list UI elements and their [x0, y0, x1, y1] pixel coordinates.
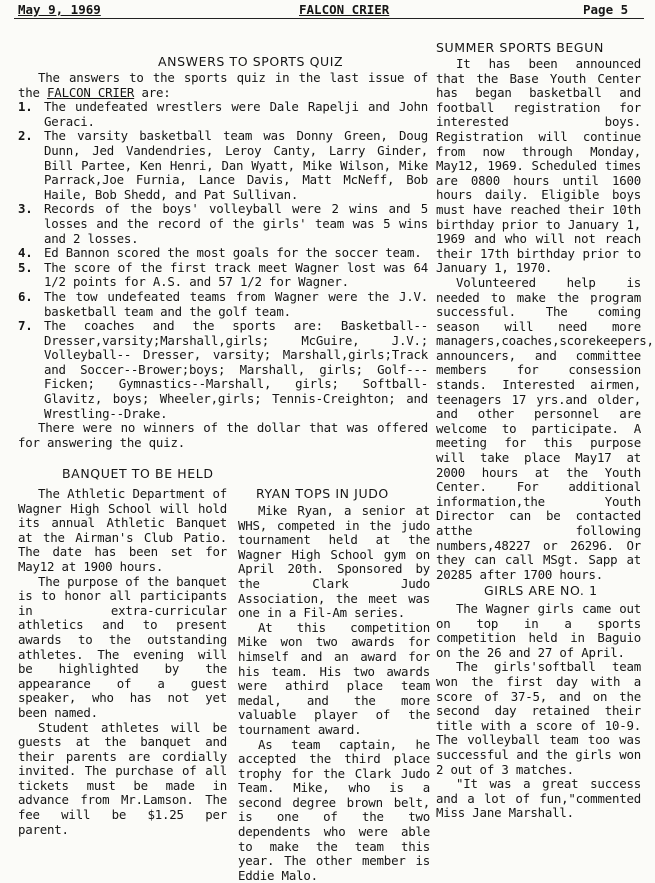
- answer-number: 1.: [18, 100, 33, 115]
- answer-text: The coaches and the sports are: Basketball--Dresser,varsity;Marshall,girls; McGuire, J.V.; Volleyball-- Dresser, varsity; Marshall,girls;Track and Soccer--Brower;boys; Marshall, girls; Golf---Ficken; Gymnastics--Marshall, girls; Softball-Glavitz, boys; Wheeler,girls; Tennis-Creighton; and Wrestling--Drake.: [44, 318, 428, 421]
- quiz-intro-paper: FALCON CRIER: [47, 85, 134, 100]
- newspaper-name: FALCON CRIER: [299, 2, 389, 17]
- quiz-answer: [18, 319, 428, 421]
- banquet-paragraph: The purpose of the banquet is to honor all participants in extra-curricular athletics and to present awards to the outstanding athletes. The evening will be highlighted by the appearance of a guest speaker, who has not yet been named.: [18, 575, 227, 721]
- quiz-title: ANSWERS TO SPORTS QUIZ: [158, 54, 343, 69]
- page-header: [0, 2, 655, 18]
- answer-text: The tow undefeated teams from Wagner were the J.V. basketball team and the golf team.: [44, 289, 428, 319]
- quiz-intro-end: are:: [141, 85, 170, 100]
- answer-text: The score of the first track meet Wagner lost was 64 1/2 points for A.S. and 57 1/2 for Wagner.: [44, 260, 428, 290]
- summer-paragraph: Volunteered help is needed to make the program successful. The coming season will need more managers,coaches,scorekeepers, announcers, and committee members for consession stands. Interested airmen, teenagers 17 yrs.and older, and other personnel are welcome to participate. A meeting for this purpose will take place May17 at 2000 hours at the Youth Center. For additional information,the Youth Director can be contacted atthe following numbers,48227 or 26296. Or they can call MSgt. Sapp at 20285 after 1700 hours.: [436, 276, 641, 582]
- quiz-article: [18, 71, 428, 450]
- judo-title: RYAN TOPS IN JUDO: [256, 486, 389, 501]
- answer-number: 5.: [18, 261, 33, 276]
- girls-paragraph: The Wagner girls came out on top in a sports competition held in Baguio on the 26 and 27 of April.: [436, 602, 641, 660]
- banquet-article: [18, 487, 227, 837]
- answer-number: 7.: [18, 319, 33, 334]
- banquet-paragraph: The Athletic Department of Wagner High School will hold its annual Athletic Banquet at the Airman's Club Patio. The date has been set for May12 at 1900 hours.: [18, 487, 227, 575]
- quiz-answer: [18, 129, 428, 202]
- judo-paragraph: At this competition Mike won two awards for himself and an award for his team. His two awards were athird place team medal, and the more valuable player of the tournament award.: [238, 621, 430, 738]
- quiz-answer: [18, 261, 428, 290]
- answer-text: Records of the boys' volleyball were 2 wins and 5 losses and the record of the girls' team was 5 wins and 2 losses.: [44, 201, 428, 245]
- quiz-intro-text: The answers to the sports quiz in the last issue of the: [18, 70, 428, 100]
- summer-paragraph: It has been announced that the Base Youth Center has began basketball and football registration for interested boys. Registration will continue from now through Monday, May12, 1969. Scheduled times are 0800 hours until 1600 hours daily. Eligible boys must have reached their 10th birthday prior to January 1, 1969 and who will not reach their 17th birthday prior to January 1, 1970.: [436, 57, 641, 276]
- answer-text: The varsity basketball team was Donny Green, Doug Dunn, Jed Vandendries, Leroy Canty, Larry Ginder, Bill Partee, Ken Henri, Dan Wyatt, Mike Wilson, Mike Parrack,Joe Furnia, Lance Davis, Matt McNeff, Bob Haile, Bob Shedd, and Pat Sullivan.: [44, 128, 428, 201]
- answer-number: 4.: [18, 246, 33, 261]
- summer-article: [436, 57, 641, 582]
- judo-paragraph: Mike Ryan, a senior at WHS, competed in the judo tournament held at the Wagner High School gym on April 20th. Sponsored by the Clark Judo Association, the meet was one in a Fil-Am series.: [238, 504, 430, 621]
- quiz-intro: [18, 71, 428, 100]
- girls-paragraph: "It was a great success and a lot of fun,"commented Miss Jane Marshall.: [436, 777, 641, 821]
- answer-text: Ed Bannon scored the most goals for the soccer team.: [44, 245, 422, 260]
- judo-paragraph: As team captain, he accepted the third place trophy for the Clark Judo Team. Mike, who is a second degree brown belt, is one of the two dependents who were able to make the team this year. The other member is Eddie Malo.: [238, 738, 430, 883]
- issue-date: May 9, 1969: [18, 2, 101, 17]
- quiz-answer: [18, 202, 428, 246]
- girls-paragraph: The girls'softball team won the first day with a score of 37-5, and on the second day retained their title with a score of 10-9. The volleyball team too was successful and the girls won 2 out of 3 matches.: [436, 660, 641, 777]
- header-rule: [14, 18, 644, 19]
- answer-text: The undefeated wrestlers were Dale Rapelji and John Geraci.: [44, 99, 428, 129]
- answer-number: 3.: [18, 202, 33, 217]
- quiz-closing: There were no winners of the dollar that was offered for answering the quiz.: [18, 421, 428, 450]
- judo-article: [238, 504, 430, 883]
- answer-number: 6.: [18, 290, 33, 305]
- banquet-title: BANQUET TO BE HELD: [62, 466, 214, 481]
- page-number: Page 5: [583, 2, 628, 17]
- banquet-paragraph: Student athletes will be guests at the banquet and their parents are cordially invited. The purchase of all tickets must be made in advance from Mr.Lamson. The fee will be $1.25 per parent.: [18, 721, 227, 838]
- answer-number: 2.: [18, 129, 33, 144]
- girls-article: [436, 602, 641, 821]
- girls-title: GIRLS ARE NO. 1: [484, 583, 598, 598]
- quiz-answer: [18, 100, 428, 129]
- summer-title: SUMMER SPORTS BEGUN: [436, 40, 604, 55]
- quiz-answer: [18, 290, 428, 319]
- quiz-answers: [18, 100, 428, 421]
- quiz-answer: [18, 246, 428, 261]
